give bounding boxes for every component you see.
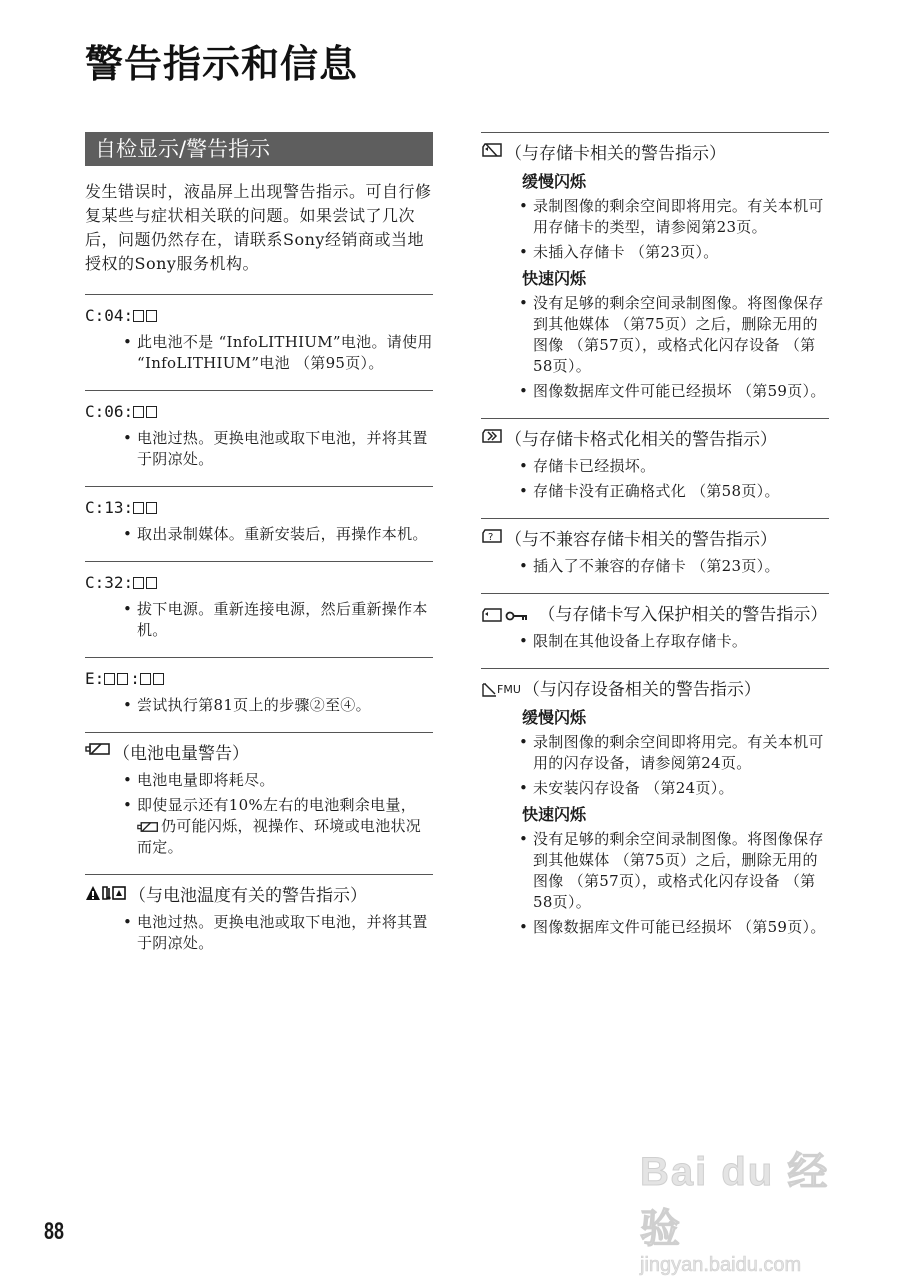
warning-heading: （与存储卡格式化相关的警告指示） [481, 428, 829, 452]
list-item: • 未安装闪存设备 （第24页）。 [519, 778, 829, 799]
memory-card-write-protect-icon [481, 607, 531, 623]
right-column [481, 132, 829, 954]
placeholder-digit-box [117, 673, 128, 685]
placeholder-digit-box [133, 310, 144, 322]
warning-heading: FMU （与闪存设备相关的警告指示） [481, 678, 829, 702]
list-item: • 拔下电源。重新连接电源，然后重新操作本机。 [123, 599, 433, 641]
error-code-c13 [85, 487, 433, 561]
warning-heading: ? （与不兼容存储卡相关的警告指示） [481, 528, 829, 552]
incompatible-card-warning [481, 519, 829, 593]
list-item: • 尝试执行第81页上的步骤②至④。 [123, 695, 433, 716]
slow-flash-label: 缓慢闪烁 [522, 172, 587, 191]
list-item: • 即使显示还有10%左右的电池剩余电量， 仍可能闪烁，视操作、环境或电池状况而定。 [123, 795, 433, 858]
svg-text:?: ? [488, 532, 494, 543]
placeholder-digit-box [133, 577, 144, 589]
battery-low-icon [137, 821, 159, 833]
battery-level-warning [85, 733, 433, 874]
error-code-e [85, 658, 433, 732]
code-heading: C:13: [85, 496, 433, 520]
list-item: • 存储卡没有正确格式化 （第58页）。 [519, 481, 829, 502]
memory-card-format-error-icon [481, 428, 503, 444]
error-code-c06 [85, 391, 433, 486]
memory-card-warning [481, 133, 829, 418]
page-title: 警告指示和信息 [85, 42, 359, 86]
placeholder-digit-box [146, 502, 157, 514]
placeholder-digit-box [133, 502, 144, 514]
list-item: • 图像数据库文件可能已经损坏 （第59页）。 [519, 917, 829, 938]
fast-flash-label: 快速闪烁 [522, 269, 587, 288]
slow-flash-label: 缓慢闪烁 [522, 708, 587, 727]
warning-heading: （与电池温度有关的警告指示） [85, 884, 433, 908]
list-item: • 插入了不兼容的存储卡 （第23页）。 [519, 556, 829, 577]
list-item: • 录制图像的剩余空间即将用完。有关本机可用存储卡的类型，请参阅第23页。 [519, 196, 829, 238]
placeholder-digit-box [104, 673, 115, 685]
fast-flash-label: 快速闪烁 [522, 805, 587, 824]
write-protect-warning [481, 594, 829, 668]
placeholder-digit-box [153, 673, 164, 685]
battery-temperature-warning [85, 875, 433, 970]
left-column [85, 132, 433, 970]
section-banner: 自检显示/警告指示 [85, 132, 433, 166]
list-item: • 存储卡已经损坏。 [519, 456, 829, 477]
placeholder-digit-box [146, 406, 157, 418]
placeholder-digit-box [146, 310, 157, 322]
watermark-url: jingyan.baidu.com [640, 1254, 802, 1276]
placeholder-digit-box [140, 673, 151, 685]
battery-temperature-warning-icon [85, 884, 127, 902]
list-item: • 图像数据库文件可能已经损坏 （第59页）。 [519, 381, 829, 402]
warning-heading: （与存储卡写入保护相关的警告指示） [481, 603, 829, 627]
list-item: • 此电池不是 “InfoLITHIUM”电池。请使用 “InfoLITHIUM”电池 （第95页）。 [123, 332, 433, 374]
page-number: 88 [44, 1218, 65, 1245]
list-item: • 未插入存储卡 （第23页）。 [519, 242, 829, 263]
list-item: • 电池电量即将耗尽。 [123, 770, 433, 791]
flash-memory-unit-icon: FMU [481, 678, 521, 702]
list-item: • 电池过热。更换电池或取下电池，并将其置于阴凉处。 [123, 912, 433, 954]
intro-paragraph: 发生错误时，液晶屏上出现警告指示。可自行修复某些与症状相关联的问题。如果尝试了几次后，问题仍然存在，请联系Sony经销商或当地授权的Sony服务机构。 [85, 182, 432, 273]
list-item: • 没有足够的剩余空间录制图像。将图像保存到其他媒体 （第75页）之后，删除无用的图像 （第57页），或格式化闪存设备 （第58页）。 [519, 293, 829, 377]
warning-heading: （电池电量警告） [85, 742, 433, 766]
memory-card-incompatible-icon [481, 528, 503, 544]
placeholder-digit-box [133, 406, 144, 418]
list-item: • 没有足够的剩余空间录制图像。将图像保存到其他媒体 （第75页）之后，删除无用的图像 （第57页），或格式化闪存设备 （第58页）。 [519, 829, 829, 913]
code-heading: C:04: [85, 304, 433, 328]
battery-low-icon [85, 742, 111, 756]
placeholder-digit-box [146, 577, 157, 589]
list-item: • 限制在其他设备上存取存储卡。 [519, 631, 829, 652]
code-heading: E: : [85, 667, 433, 691]
code-heading: C:32: [85, 571, 433, 595]
watermark [640, 1140, 860, 1276]
list-item: • 录制图像的剩余空间即将用完。有关本机可用的闪存设备，请参阅第24页。 [519, 732, 829, 774]
list-item: • 电池过热。更换电池或取下电池，并将其置于阴凉处。 [123, 428, 433, 470]
error-code-c32 [85, 562, 433, 657]
flash-unit-warning [481, 669, 829, 954]
memory-card-missing-icon [481, 142, 503, 158]
format-warning [481, 419, 829, 518]
watermark-logo: Bai du 经验 [640, 1150, 830, 1251]
warning-heading: （与存储卡相关的警告指示） [481, 142, 829, 166]
error-code-c04 [85, 295, 433, 390]
code-heading: C:06: [85, 400, 433, 424]
list-item: • 取出录制媒体。重新安装后，再操作本机。 [123, 524, 433, 545]
